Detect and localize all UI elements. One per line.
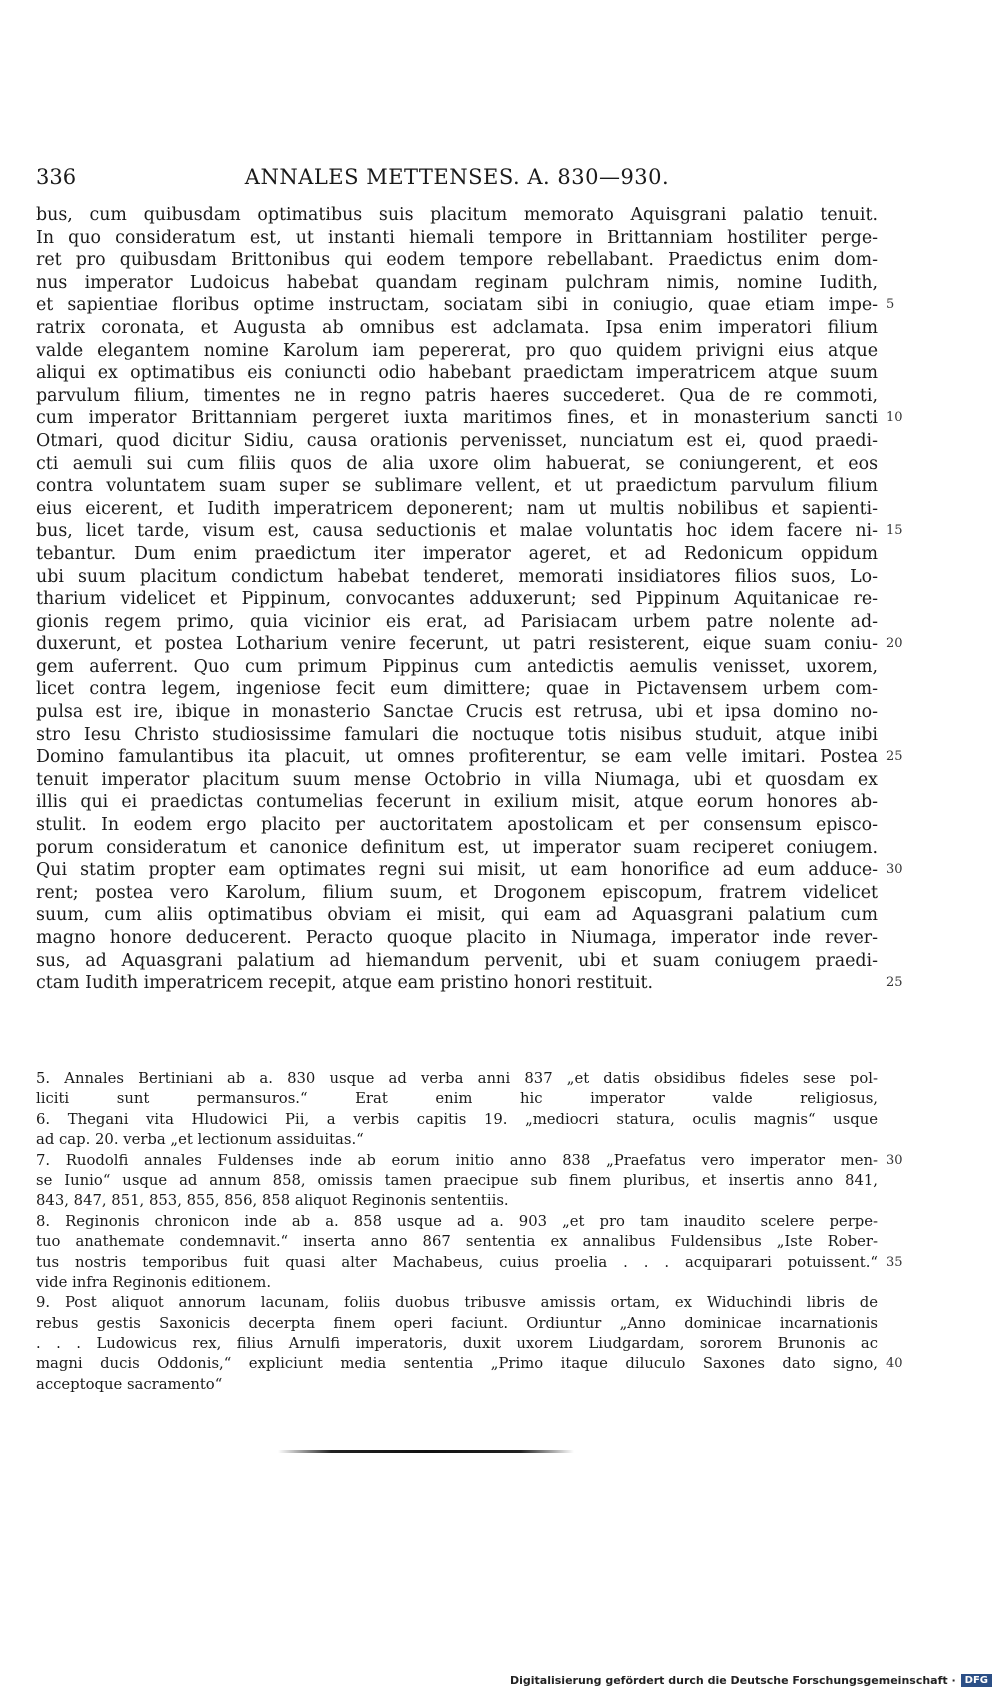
note-line-text: 9. Post aliquot annorum lacunam, foliis duobus tribusve amissis ortam, ex Widuchindi libris de [36, 1294, 878, 1312]
note-line-text: tus nostris temporibus fuit quasi alter Machabeus, cuius proelia . . . acquiparari potuissent.“ [36, 1253, 878, 1271]
note-line-text: se Iunio“ usque ad annum 858, omissis tamen praecipue sub finem pluribus, et insertis anno 841, [36, 1171, 878, 1189]
closing-ornament-rule [278, 1450, 574, 1453]
main-text-line [36, 475, 878, 498]
note-line [36, 1273, 878, 1293]
main-text-line [36, 724, 878, 747]
main-text-line-text: porum consideratum et canonice definitum est, ut imperator suam reciperet coniugem. [36, 837, 878, 858]
main-text-line [36, 791, 878, 814]
main-text-line-text: contra voluntatem suam super se sublimare vellent, et ut praedictum parvulum filium [36, 476, 878, 497]
running-title: ANNALES METTENSES. A. 830—930. [244, 165, 670, 189]
main-text-line [36, 566, 878, 589]
note-line [36, 1354, 903, 1374]
note-line-text: 5. Annales Bertiniani ab a. 830 usque ad verba anni 837 „et datis obsidibus fideles sese pol- [36, 1070, 878, 1087]
main-text-line-text: In quo consideratum est, ut instanti hiemali tempore in Brittanniam hostiliter perge- [36, 227, 878, 248]
main-text-line [36, 340, 878, 363]
margin-line-number: 5 [886, 297, 895, 313]
main-text-line [36, 769, 878, 792]
main-text-line-text: magno honore deducerent. Peracto quoque placito in Niumaga, imperator inde rever- [36, 928, 878, 948]
margin-line-number: 30 [886, 1152, 903, 1168]
main-text-line-text: Qui statim propter eam optimates regni sui misit, ut eam honorifice ad eum adduce- [36, 860, 878, 881]
note-line [36, 1375, 878, 1395]
main-text-line-text: Otmari, quod dicitur Sidiu, causa orationis pervenisset, nunciatum est ei, quod praedi- [36, 430, 878, 451]
note-line [36, 1191, 878, 1211]
main-text-line-text: stulit. In eodem ergo placito per auctoritatem apostolicam et per consensum episco- [36, 815, 878, 836]
main-text-line-text: ubi suum placitum condictum habebat tenderet, memorati insidiatores filios suos, Lo- [36, 566, 878, 587]
main-text-line [36, 543, 878, 566]
main-text-line-text: suum, cum aliis optimatibus obviam ei misit, qui eam ad Aquasgrani palatium cum [36, 905, 878, 926]
main-text-line-text: rent; postea vero Karolum, filium suum, et Drogonem episcopum, fratrem videlicet [36, 882, 878, 903]
main-text-line [36, 904, 878, 927]
main-text-line [36, 520, 903, 543]
page-header [36, 165, 878, 193]
main-text-line-text: stro Iesu Christo studiosissime famulari die noctuque totis nisibus studuit, atque inibi [36, 724, 878, 745]
main-text-line-text: tenuit imperator placitum suum mense Octobrio in villa Niumaga, ubi et quosdam ex [36, 769, 878, 790]
main-text-line-text: tebantur. Dum enim praedictum iter imperator ageret, et ad Redonicum oppidum [36, 543, 878, 564]
main-text-line-text: aliqui ex optimatibus eis coniuncti odio habebant praedictam imperatricem atque suum [36, 363, 878, 384]
margin-line-number: 40 [886, 1356, 903, 1372]
main-text-line-text: eius eicerent, et Iudith imperatricem deponerent; nam ut multis nobilibus et sapienti- [36, 498, 878, 519]
main-text-line [36, 950, 878, 973]
margin-line-number: 35 [886, 1254, 903, 1270]
main-text-line-text: ctam Iudith imperatricem recepit, atque eam pristino honori restituit. [36, 973, 654, 994]
note-line [36, 1334, 878, 1354]
note-line [36, 1171, 878, 1191]
note-line-text: . . . Ludowicus rex, filius Arnulfi imperatoris, duxit uxorem Liudgardam, sororem Brunonis ac [36, 1335, 878, 1353]
main-text-line-text: Domino famulantibus ita placuit, ut omnes profiterentur, se eam velle imitari. Postea [36, 747, 878, 768]
note-line [36, 1069, 878, 1089]
footer-credit-text: Digitalisierung gefördert durch die Deutsche Forschungsgemeinschaft · [509, 1673, 956, 1687]
note-line [36, 1232, 878, 1252]
note-line [36, 1212, 878, 1232]
main-text-line-text: bus, licet tarde, visum est, causa seductionis et malae voluntatis hoc idem facere ni- [36, 521, 878, 542]
main-text-line [36, 204, 878, 227]
margin-line-number: 30 [886, 862, 903, 878]
main-text-line [36, 746, 903, 769]
main-text-line-text: gionis regem primo, quia vicinior eis erat, ad Parisiacam urbem patre nolente ad- [36, 611, 878, 632]
main-text-line [36, 859, 903, 882]
main-text-line [36, 814, 878, 837]
main-text-line-text: parvulum filium, timentes ne in regno patris haeres succederet. Qua de re commoti, [36, 385, 878, 406]
margin-line-number: 15 [886, 523, 903, 539]
main-text-line-text: cti aemuli sui cum filiis quos de alia uxore olim habuerat, se coniungerent, et eos [36, 453, 878, 474]
note-line-text: ad cap. 20. verba „et lectionum assiduitas.“ [36, 1131, 364, 1149]
main-text-line-text: et sapientiae floribus optime instructam, sociatam sibi in coniugio, quae etiam impe- [36, 295, 878, 316]
main-text-line [36, 972, 903, 995]
note-line-text: rebus gestis Saxonicis decerpta finem operi faciunt. Ordiuntur „Anno dominicae incarnationis [36, 1314, 878, 1332]
note-line [36, 1253, 903, 1273]
main-text-line [36, 633, 903, 656]
note-line [36, 1110, 878, 1130]
main-text-line-text: pulsa est ire, ibique in monasterio Sanctae Crucis est retrusa, ubi et ipsa domino no- [36, 702, 878, 723]
note-line [36, 1089, 878, 1109]
main-text-line [36, 837, 878, 860]
main-text-line-text: sus, ad Aquasgrani palatium ad hiemandum pervenit, ubi et suam coniugem praedi- [36, 950, 878, 971]
margin-line-number: 25 [886, 749, 903, 765]
main-text-line [36, 588, 878, 611]
note-line-text: 7. Ruodolfi annales Fuldenses inde ab eorum initio anno 838 „Praefatus vero imperator men- [36, 1151, 878, 1169]
main-text-line [36, 882, 878, 905]
main-text-line-text: duxerunt, et postea Lotharium venire fecerunt, ut patri resisterent, eique suam coniu- [36, 634, 878, 655]
main-text-line [36, 656, 878, 679]
main-text-line-text: licet contra legem, ingeniose fecit eum dimittere; quae in Pictavensem urbem com- [36, 679, 878, 700]
main-text-line-text: bus, cum quibusdam optimatibus suis placitum memorato Aquisgrani palatio tenuit. [36, 205, 878, 225]
main-text-line [36, 272, 878, 295]
main-text-line [36, 407, 903, 430]
main-text-line [36, 678, 878, 701]
main-text-line [36, 927, 878, 950]
note-line [36, 1151, 903, 1171]
dfg-logo: DFG [961, 1674, 992, 1687]
main-text-line [36, 701, 878, 724]
main-text-line-text: illis qui ei praedictas contumelias fecerunt in exilium misit, atque eorum honores ab- [36, 792, 878, 813]
margin-line-number: 25 [886, 975, 903, 991]
main-text-line-text: nus imperator Ludoicus habebat quandam reginam pulchram nimis, nomine Iudith, [36, 272, 878, 293]
note-line-text: tuo anathemate condemnavit.“ inserta anno 867 sententia ex annalibus Fuldensibus „Iste Rober- [36, 1233, 878, 1251]
main-text-line-text: valde elegantem nomine Karolum iam pepererat, pro quo quidem privigni eius atque [36, 340, 878, 361]
note-line-text: vide infra Reginonis editionem. [36, 1273, 272, 1291]
main-text-line-text: tharium videlicet et Pippinum, convocantes adduxerunt; sed Pippinum Aquitanicae re- [36, 589, 878, 610]
note-line-text: 6. Thegani vita Hludowici Pii, a verbis capitis 19. „mediocri statura, oculis magnis“ usque [36, 1110, 878, 1128]
main-text-line [36, 385, 878, 408]
note-line-text: magni ducis Oddonis,“ expliciunt media sententia „Primo itaque diluculo Saxones dato signo, [36, 1355, 878, 1373]
main-text-line-text: gem auferrent. Quo cum primum Pippinus cum antedictis aemulis venisset, uxorem, [36, 656, 878, 677]
note-line [36, 1314, 878, 1334]
note-line-text: liciti sunt permansuros.“ Erat enim hic imperator valde religiosus, [36, 1090, 878, 1108]
main-text-block [36, 204, 903, 995]
footnotes-block [36, 1069, 903, 1395]
main-text-line-text: ratrix coronata, et Augusta ab omnibus est adclamata. Ipsa enim imperatori filium [36, 317, 878, 338]
note-line-text: 8. Reginonis chronicon inde ab a. 858 usque ad a. 903 „et pro tam inaudito scelere perpe- [36, 1212, 878, 1230]
main-text-line [36, 453, 878, 476]
main-text-line [36, 249, 878, 272]
note-line [36, 1293, 878, 1313]
main-text-line [36, 362, 878, 385]
main-text-line [36, 317, 878, 340]
note-line-text: 843, 847, 851, 853, 855, 856, 858 aliquot Reginonis sententiis. [36, 1192, 509, 1210]
main-text-line [36, 227, 878, 250]
main-text-line [36, 430, 878, 453]
note-line [36, 1130, 878, 1150]
main-text-line [36, 611, 878, 634]
note-line-text: acceptoque sacramento“ [36, 1375, 223, 1393]
footer-credit [510, 1671, 992, 1689]
main-text-line-text: cum imperator Brittanniam pergeret iuxta maritimos fines, et in monasterium sancti [36, 408, 878, 429]
main-text-line [36, 294, 895, 317]
page-number: 336 [36, 165, 77, 189]
margin-line-number: 20 [886, 636, 903, 652]
main-text-line-text: ret pro quibusdam Brittonibus qui eodem tempore rebellabant. Praedictus enim dom- [36, 250, 878, 271]
main-text-line [36, 498, 878, 521]
margin-line-number: 10 [886, 410, 903, 426]
